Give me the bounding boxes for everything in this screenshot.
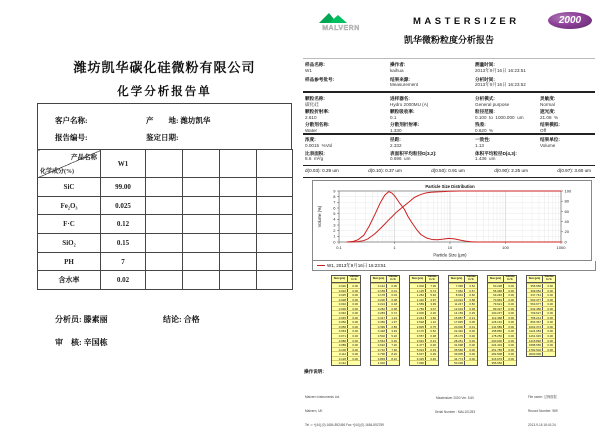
- size-table-row: 0.089 0.00: [332, 342, 360, 347]
- field: [390, 96, 475, 108]
- size-table-row: 11.247 0.50: [449, 301, 477, 306]
- field: [475, 77, 595, 89]
- svg-text:7: 7: [333, 199, 336, 205]
- size-table-row: 0.032 0.00: [332, 301, 360, 306]
- size-table-row: 0.126 0.00: [332, 356, 360, 361]
- field-label: 灵敏度:: [540, 96, 556, 101]
- field-value: 2.610: [305, 114, 317, 120]
- diagonal-header-cell: [38, 150, 101, 178]
- mastersizer-2000-logo: 2000: [548, 12, 592, 29]
- svg-text:2: 2: [333, 228, 336, 234]
- size-table-row: 0.502 5.20: [371, 333, 399, 338]
- field-label: 操作者:: [390, 62, 406, 67]
- size-table-row: 141.589 0.00: [488, 324, 516, 329]
- malvern-logo: [313, 11, 369, 33]
- svg-text:100: 100: [564, 188, 572, 194]
- size-table-row: 3.557 0.38: [410, 333, 438, 338]
- field-value: Measurement: [390, 82, 419, 88]
- field-value: 21.08 %: [540, 114, 559, 120]
- percentile-value: d(0.90): 2.25 um: [494, 168, 528, 173]
- divider-1: [303, 91, 595, 93]
- volume-column-header: Volume In %: [386, 276, 399, 282]
- divider-2: [303, 133, 595, 135]
- footer-file-block: [528, 386, 558, 437]
- size-table-row: 2.825 0.75: [410, 324, 438, 329]
- size-table-row: 14.159 0.25: [449, 310, 477, 315]
- size-table-row: 0.142: [332, 360, 360, 365]
- size-table-row: 39.905 0.00: [449, 351, 477, 356]
- size-table-row: 44.774 0.00: [449, 356, 477, 361]
- field: [390, 62, 475, 74]
- size-table-row: 50.238 0.00: [488, 283, 516, 288]
- field: [475, 151, 540, 163]
- size-table-row: 0.056 0.00: [332, 324, 360, 329]
- field: [305, 62, 390, 74]
- field-label: 颗粒吸收率:: [390, 109, 415, 115]
- percentiles-row: [305, 168, 591, 173]
- field-value: Hydro 2000MU (A): [390, 101, 429, 107]
- svg-text:20: 20: [564, 229, 569, 235]
- report-no-label: 报告编号:: [55, 133, 88, 142]
- field-label: 分散剂折射率:: [390, 122, 420, 128]
- size-table-row: 0.045 0.00: [332, 315, 360, 320]
- footer-print-date: 2013-9-16 16:41:24: [528, 423, 556, 428]
- particle-size-chart: [312, 180, 592, 261]
- footer-serial-number: Serial Number : MAL101253: [434, 410, 476, 415]
- report-title-right: 凯华微粉粒度分析报告: [403, 35, 494, 45]
- size-table-row: 0.142 0.00: [371, 283, 399, 288]
- size-table-row: 2.244 1.60: [410, 315, 438, 320]
- table-row: [38, 215, 293, 234]
- size-table-row: 0.020 0.00: [332, 283, 360, 288]
- size-column-header: Size (µm): [489, 276, 502, 280]
- field: [475, 62, 595, 74]
- divider-4: [303, 177, 595, 178]
- size-table-row: 0.028 0.00: [332, 297, 360, 302]
- size-table-row: 355.656: [488, 360, 516, 365]
- field-value: 1.436 um: [475, 156, 496, 162]
- size-table-row: 0.796 8.20: [371, 351, 399, 356]
- component-value: 99.00: [101, 178, 146, 197]
- size-table-row: 100.237 0.00: [488, 310, 516, 315]
- reviewer-line: [55, 337, 108, 348]
- field-value: 2013年9月16日 16:23:51: [475, 67, 526, 73]
- field: [475, 109, 540, 121]
- size-table-row: 200.000 0.00: [488, 338, 516, 343]
- size-table-row: 178.250 0.00: [488, 333, 516, 338]
- field-label: 结果单位:: [540, 137, 560, 142]
- component-value: 7: [101, 252, 146, 271]
- size-table-row: 0.025 0.00: [332, 292, 360, 297]
- field: [475, 137, 540, 149]
- field: [390, 151, 475, 163]
- divider-3: [303, 165, 595, 166]
- percentile-value: d(0.03): 0.29 um: [305, 168, 339, 173]
- svg-text:Particle Size (µm): Particle Size (µm): [433, 252, 467, 258]
- size-table-row: 50.238: [449, 360, 477, 365]
- field-value: 0.1: [390, 114, 397, 120]
- origin-label: 产 地: 潍坊凯华: [146, 116, 211, 125]
- field-label: 颗粒折射率:: [305, 109, 330, 115]
- size-table-row: 399.052 0.00: [527, 288, 555, 293]
- field-label: 结果来源:: [390, 76, 410, 82]
- size-table-column: [370, 275, 400, 366]
- svg-text:3: 3: [333, 222, 336, 228]
- size-table-row: 447.744 0.00: [527, 292, 555, 297]
- svg-text:9: 9: [333, 188, 336, 194]
- size-table-row: 20.000 0.01: [449, 324, 477, 329]
- size-table-row: 2.518 1.10: [410, 319, 438, 324]
- size-table-row: 63.246 0.00: [488, 292, 516, 297]
- size-table-row: 0.159 0.01: [371, 288, 399, 293]
- volume-column-header: Volume In %: [503, 276, 516, 282]
- svg-text:0: 0: [333, 239, 336, 245]
- size-table-row: 7.096: [410, 360, 438, 365]
- size-table-row: 0.050 0.00: [332, 319, 360, 324]
- size-table-row: 251.785 0.00: [488, 347, 516, 352]
- size-table-row: 1.002: [371, 360, 399, 365]
- size-table-row: 4.477 0.30: [410, 342, 438, 347]
- size-table-row: 0.036 0.00: [332, 306, 360, 311]
- size-table-row: 0.071 0.00: [332, 333, 360, 338]
- field-value: Water: [305, 128, 318, 134]
- size-column-header: Size (µm): [528, 276, 541, 280]
- footer-software-block: [395, 387, 515, 424]
- field-value: kaihua: [390, 67, 404, 73]
- divider-thin: [303, 58, 595, 59]
- size-table-row: 0.022 0.00: [332, 288, 360, 293]
- footer-company-phone: Tel := +[44] (0) 1684-892456 Fax +[44] (0) 1684-892789: [305, 423, 384, 428]
- field-label: 样品名称:: [305, 62, 325, 67]
- field-label: 分析时间:: [475, 76, 495, 82]
- size-table-row: 7.096 0.52: [449, 283, 477, 288]
- field-value: W1: [305, 67, 312, 73]
- svg-text:1: 1: [393, 245, 396, 250]
- size-table-column: [409, 275, 439, 366]
- size-table-row: 0.710 7.90: [371, 347, 399, 352]
- field-value: Off: [540, 128, 547, 134]
- size-distribution-table: [331, 275, 556, 366]
- size-column-header: Size (µm): [411, 276, 424, 280]
- customer-label: 客户名称:: [55, 116, 88, 125]
- svg-text:4: 4: [333, 216, 336, 222]
- footer-software-version: Mastersizer 2000 Ver. 5.60: [436, 396, 474, 401]
- field-label: 颗粒名称:: [305, 96, 325, 101]
- date-label: 鉴定日期:: [146, 133, 179, 142]
- table-row: [38, 196, 293, 215]
- size-column-header: Size (µm): [372, 276, 385, 280]
- footer-file-name: File name: 过筛数据: [528, 395, 557, 400]
- component-value: 0.02: [101, 271, 146, 290]
- size-table-row: 89.337 0.00: [488, 306, 516, 311]
- size-table-row: 70.963 0.00: [488, 297, 516, 302]
- size-table-row: 2.000 2.26: [410, 310, 438, 315]
- field-label: 浓度:: [305, 137, 316, 142]
- svg-text:0: 0: [564, 239, 567, 245]
- analyst-label: 分析员:: [55, 315, 82, 324]
- size-table-row: 1782.502 0.00: [528, 347, 553, 352]
- field-label: 表面积平均粒径D[3,2]:: [390, 150, 437, 156]
- field: [305, 109, 390, 121]
- size-table-row: 1415.892 0.00: [528, 338, 553, 343]
- size-table-row: 5.024 0.33: [410, 347, 438, 352]
- component-name: 含水率: [38, 271, 101, 290]
- field: [540, 96, 595, 108]
- field: [540, 109, 595, 121]
- component-name: F·C: [38, 215, 101, 234]
- size-table-row: 1124.683 0.00: [527, 328, 555, 333]
- field-label: 粒径范围:: [475, 109, 495, 115]
- size-table-row: 0.632 7.20: [371, 342, 399, 347]
- size-table-row: 6.325 0.46: [410, 356, 438, 361]
- size-table-row: 158.866 0.00: [488, 328, 516, 333]
- chart-legend: [312, 261, 596, 271]
- sample-info-grid: [305, 62, 595, 88]
- size-table-row: 0.356 1.97: [371, 319, 399, 324]
- percentile-value: d(0.50): 0.91 um: [431, 168, 465, 173]
- customer-info-box: [37, 103, 292, 150]
- field-label: 测量时间:: [475, 62, 495, 67]
- field-value: Volume: [540, 142, 556, 148]
- size-table-row: 2000.000: [527, 351, 555, 356]
- field: [390, 137, 475, 149]
- size-table-row: 224.404 0.00: [488, 342, 516, 347]
- size-table-row: 796.214 0.00: [527, 315, 555, 320]
- size-table-row: 563.677 0.00: [527, 301, 555, 306]
- size-table-row: 22.440 0.00: [449, 328, 477, 333]
- legend-label: W1, 2013年9月16日 16:23:51: [327, 262, 387, 268]
- field-label: 残差:: [475, 122, 486, 128]
- svg-text:Particle Size Distribution: Particle Size Distribution: [425, 184, 475, 189]
- size-table-row: 17.825 0.05: [449, 319, 477, 324]
- size-table-row: 0.080 0.00: [332, 338, 360, 343]
- size-table-row: 0.252 0.38: [371, 306, 399, 311]
- chem-table-body: [38, 150, 293, 290]
- percentile-value: d(0.10): 0.37 um: [368, 168, 402, 173]
- size-table-row: 0.178 0.03: [371, 292, 399, 297]
- field-label: 结果模拟:: [540, 122, 560, 128]
- field-value: 0.0015 %Vol: [305, 142, 333, 148]
- size-table-column: [448, 275, 478, 366]
- size-table-row: 1.125 6.74: [410, 288, 438, 293]
- size-table-row: 632.456 0.00: [527, 306, 555, 311]
- size-table-row: 1.416 4.97: [410, 297, 438, 302]
- size-table-column: [526, 275, 556, 357]
- table-row: [38, 178, 293, 197]
- size-table-row: 1588.656 0.00: [528, 343, 553, 348]
- field-value: 1.13: [475, 142, 484, 148]
- size-table-row: 0.100 0.00: [332, 347, 360, 352]
- size-table-row: 1.783 3.07: [410, 306, 438, 311]
- field-label: 体积平均粒径D[4,3]:: [475, 150, 517, 156]
- component-name: SiC: [38, 178, 101, 197]
- svg-text:6: 6: [333, 205, 336, 211]
- svg-text:8: 8: [333, 194, 336, 200]
- size-table-row: 1.262 5.92: [410, 292, 438, 297]
- size-table-row: 502.377 0.00: [527, 297, 555, 302]
- component-value: 0.15: [101, 234, 146, 253]
- svg-text:Volume (%): Volume (%): [317, 205, 322, 228]
- size-table-row: 0.448 3.93: [371, 328, 399, 333]
- size-table-row: 0.893 8.10: [371, 356, 399, 361]
- size-column-header: Size (µm): [450, 276, 463, 280]
- table-row: [38, 271, 293, 290]
- svg-text:0.1: 0.1: [336, 245, 342, 250]
- field-label: 遮光度:: [540, 109, 556, 115]
- size-table-row: 3.991 0.31: [410, 338, 438, 343]
- product-name-cell: W1: [101, 150, 146, 178]
- mastersizer-wordmark: MASTERSIZER: [413, 16, 520, 27]
- component-name: PH: [38, 252, 101, 271]
- field-label: 分析模式:: [475, 96, 495, 101]
- size-table-row: 893.367 0.00: [527, 319, 555, 324]
- size-table-column: [331, 275, 361, 366]
- field-value: 0.620 %: [475, 128, 494, 134]
- size-table-row: 12.619 0.38: [449, 306, 477, 311]
- analyst-line: [55, 314, 108, 325]
- field: [540, 151, 595, 163]
- percentile-value: d(0.97): 3.60 um: [557, 168, 591, 173]
- size-table-row: 126.191 0.00: [488, 319, 516, 324]
- size-table-row: 25.179 0.00: [449, 333, 477, 338]
- footer-company-name: Malvern Instruments Ltd.: [305, 395, 341, 400]
- field-value: 8.6 m²/g: [305, 156, 324, 162]
- size-table-row: 7.962 0.57: [449, 288, 477, 293]
- size-table-row: 28.251 0.00: [449, 338, 477, 343]
- size-table-row: 31.698 0.00: [449, 342, 477, 347]
- svg-text:40: 40: [564, 219, 569, 224]
- component-value: 0.12: [101, 215, 146, 234]
- field: [305, 77, 390, 89]
- reviewer-label: 审 核:: [55, 338, 82, 347]
- svg-text:10: 10: [447, 245, 453, 250]
- composition-label: 化学成分(%): [40, 169, 74, 175]
- product-name-label: 产品名称: [71, 154, 97, 161]
- footer-company-block: [305, 386, 384, 437]
- chemical-analysis-table: [37, 149, 293, 290]
- size-table-row: 0.200 0.08: [371, 297, 399, 302]
- component-value: 0.025: [101, 196, 146, 215]
- size-table-row: 15.887 0.13: [449, 315, 477, 320]
- field-label: 分散剂名称:: [305, 122, 330, 128]
- footer-company-city: Malvern, UK: [305, 409, 323, 414]
- size-table-row: 10.024 0.58: [449, 297, 477, 302]
- field-value: General purpose: [475, 101, 510, 107]
- size-table-row: 5.637 0.39: [410, 351, 438, 356]
- field-label: 比表面积:: [305, 150, 325, 156]
- field-label: 样品参考批号:: [305, 76, 335, 82]
- size-table-row: 0.564 6.30: [371, 338, 399, 343]
- size-table-row: 0.399 2.89: [371, 324, 399, 329]
- component-name: Fe₂O₃: [38, 196, 101, 215]
- field-value: 0.696 um: [390, 156, 411, 162]
- size-table-row: 1261.915 0.00: [528, 334, 553, 339]
- svg-text:MALVERN: MALVERN: [322, 25, 360, 32]
- legend-line-swatch: [317, 265, 325, 266]
- size-table-row: 1.589 3.99: [410, 301, 438, 306]
- volume-column-header: Volume In %: [425, 276, 438, 282]
- svg-text:60: 60: [564, 208, 569, 214]
- size-table-row: 355.656 0.00: [527, 283, 555, 288]
- field-value: 碳化硅: [305, 101, 319, 107]
- size-column-header: Size (µm): [333, 276, 346, 280]
- results-grid: [305, 137, 595, 162]
- field-label: 径距:: [390, 137, 401, 142]
- company-name: 潍坊凯华碳化硅微粉有限公司: [73, 60, 256, 75]
- field: [390, 109, 475, 121]
- field: [540, 137, 595, 149]
- size-table-row: 0.224 0.18: [371, 301, 399, 306]
- volume-column-header: Volume In %: [542, 276, 555, 282]
- size-table-row: 112.468 0.00: [488, 315, 516, 320]
- field: [475, 96, 540, 108]
- field-value: 2013年9月16日 16:23:52: [475, 82, 526, 88]
- size-table-row: 709.627 0.00: [527, 310, 555, 315]
- analyst-name: 滕素丽: [83, 315, 108, 324]
- component-name: SiO₂: [38, 234, 101, 253]
- svg-text:5: 5: [333, 211, 336, 217]
- size-table-row: 1002.374 0.00: [528, 324, 553, 329]
- volume-column-header: Volume In %: [464, 276, 477, 282]
- size-table-row: 79.621 0.00: [488, 301, 516, 306]
- field-label: 一致性:: [475, 137, 491, 142]
- size-table-row: 0.112 0.00: [332, 351, 360, 356]
- conclusion-line: [163, 314, 200, 325]
- size-table-row: 0.040 0.00: [332, 310, 360, 315]
- size-table-column: [487, 275, 517, 366]
- field-value: 1.330: [390, 128, 402, 134]
- volume-column-header: Volume In %: [347, 276, 360, 282]
- reviewer-name: 辛国栋: [83, 338, 108, 347]
- conclusion-value: 合格: [183, 315, 200, 324]
- size-table-row: 35.566 0.00: [449, 347, 477, 352]
- conclusion-label: 结论:: [163, 315, 182, 324]
- size-table-row: 316.979 0.00: [488, 356, 516, 361]
- size-table-row: 8.934 0.60: [449, 292, 477, 297]
- svg-text:1: 1: [333, 233, 336, 239]
- size-table-row: 0.317 1.24: [371, 315, 399, 320]
- size-table-row: 3.170 0.52: [410, 328, 438, 333]
- size-table-row: 0.283 0.72: [371, 310, 399, 315]
- table-header-row: [38, 150, 293, 178]
- operator-notes-label: 操作说明:: [304, 369, 324, 374]
- table-row: [38, 234, 293, 253]
- size-table-row: 1.002 7.36: [410, 283, 438, 288]
- report-title-left: 化学分析报告单: [117, 86, 212, 98]
- field-label: 进样器名:: [390, 96, 410, 101]
- field: [305, 96, 390, 108]
- size-table-row: 282.508 0.00: [488, 351, 516, 356]
- svg-text:80: 80: [564, 198, 569, 204]
- size-table-row: 56.368 0.00: [488, 288, 516, 293]
- field-value: 2.332: [390, 142, 402, 148]
- field: [305, 137, 390, 149]
- field-value: 0.100 to 1000.000 um: [475, 114, 524, 120]
- table-row: [38, 252, 293, 271]
- field: [305, 151, 390, 163]
- footer-record-number: Record Number: 989: [528, 409, 558, 414]
- svg-text:100: 100: [502, 245, 509, 250]
- size-table-row: 0.063 0.00: [332, 328, 360, 333]
- measurement-params-grid: [305, 96, 595, 134]
- field: [390, 77, 475, 89]
- field-value: Normal: [540, 101, 555, 107]
- svg-text:1000: 1000: [556, 245, 566, 250]
